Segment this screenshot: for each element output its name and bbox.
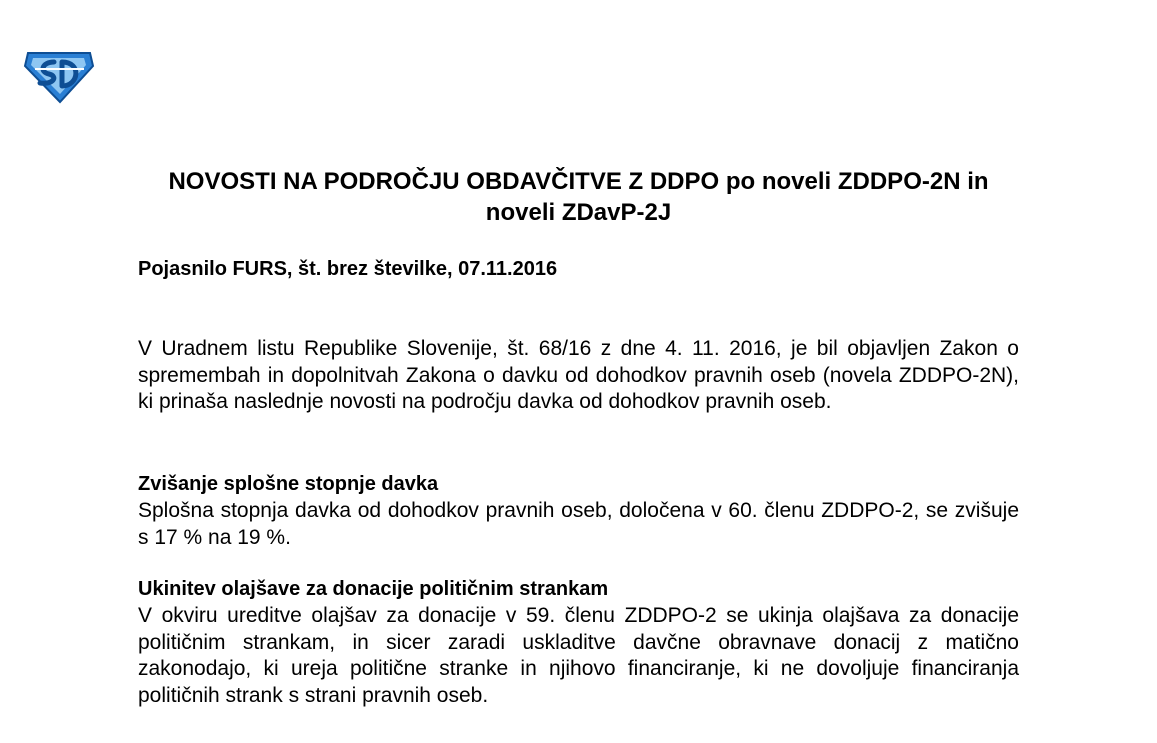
intro-paragraph: V Uradnem listu Republike Slovenije, št. 68/16 z dne 4. 11. 2016, je bil objavljen Zakon o spremembah in dopolnitvah Zakona o davku od dohodkov pravnih oseb (novela ZDDPO-2N), ki prinaša naslednje novosti na področju davka od dohodkov pravnih oseb. bbox=[138, 337, 1019, 413]
section-donations bbox=[138, 576, 1019, 709]
document-title: NOVOSTI NA PODROČJU OBDAVČITVE Z DDPO po noveli ZDDPO-2N in noveli ZDavP-2J bbox=[168, 168, 989, 226]
section-text: V okviru ureditve olajšav za donacije v 59. členu ZDDPO-2 se ukinja olajšava za donacije političnim strankam, in sicer zaradi uskladitve davčne obravnave donacij z matično zakonodajo, ki ureja politične stranke in njihovo financiranje, ki ne dovoljuje financiranja političnih strank s strani pravnih oseb. bbox=[138, 604, 1019, 707]
company-logo-icon bbox=[22, 48, 96, 104]
section-heading: Ukinitev olajšave za donacije političnim strankam bbox=[138, 578, 609, 600]
section-text: Splošna stopnja davka od dohodkov pravnih oseb, določena v 60. členu ZDDPO-2, se zvišuje s 17 % na 19 %. bbox=[138, 499, 1019, 549]
document-subtitle: Pojasnilo FURS, št. brez številke, 07.11.2016 bbox=[138, 258, 558, 280]
section-tax-rate bbox=[138, 471, 1019, 551]
section-heading: Zvišanje splošne stopnje davka bbox=[138, 473, 439, 495]
